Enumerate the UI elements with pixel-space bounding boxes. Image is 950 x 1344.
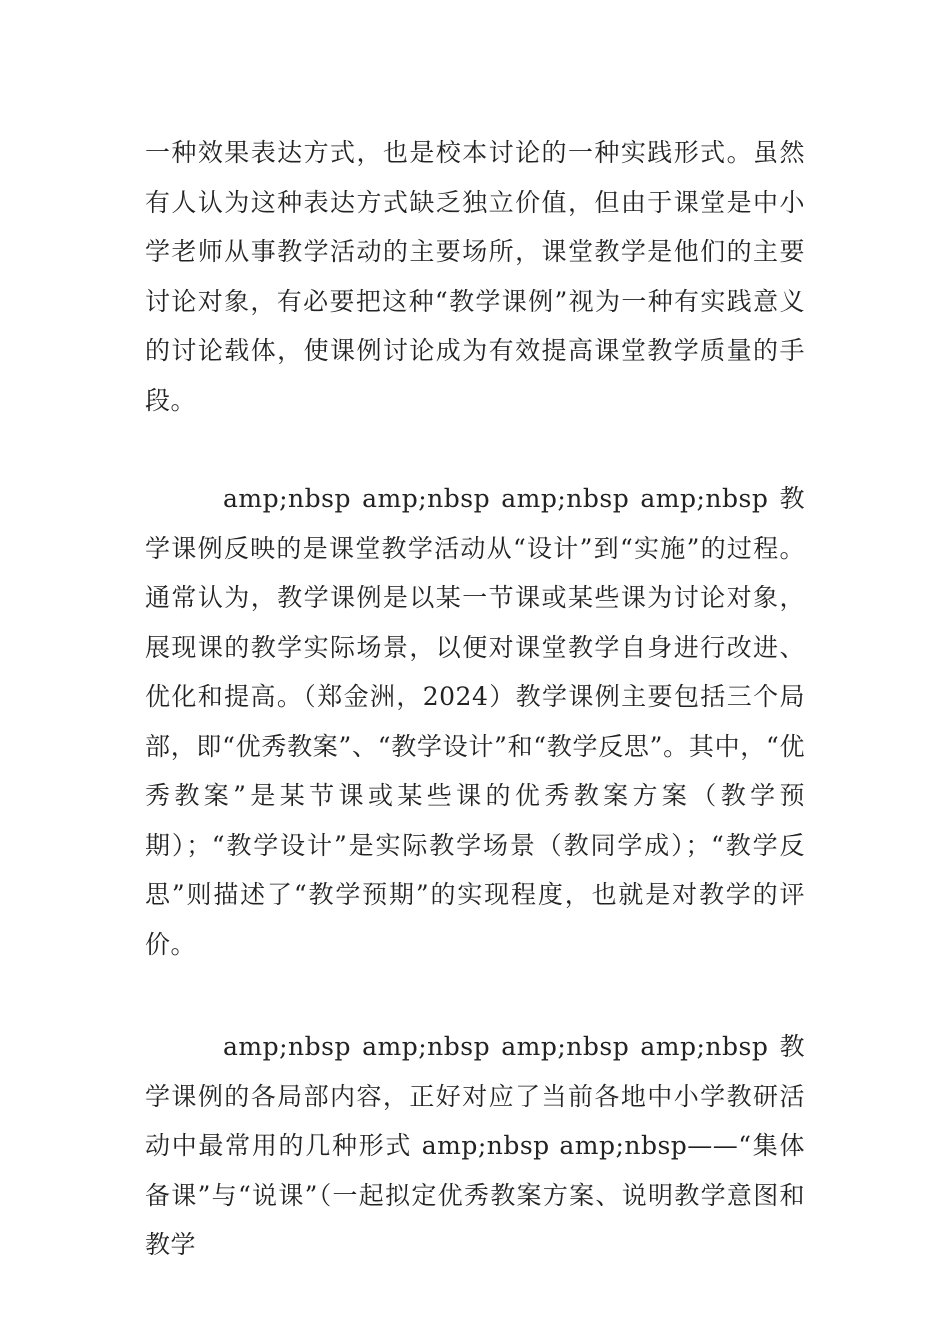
paragraph-3: amp;nbsp amp;nbsp amp;nbsp amp;nbsp 教学课例的各局部内容，正好对应了当前各地中小学教研活动中最常用的几种形式 amp;nbsp amp;nbsp——“集体备课”与“说课”（一起拟定优秀教案方案、说明教学意图和教学 — [145, 1032, 805, 1259]
paragraph-2: amp;nbsp amp;nbsp amp;nbsp amp;nbsp 教学课例反映的是课堂教学活动从“设计”到“实施”的过程。通常认为，教学课例是以某一节课或某些课为讨论对象，展现课的教学实际场景，以便对课堂教学自身进行改进、优化和提高。（郑金洲，2024）教学课例主要包括三个局部，即“优秀教案”、“教学设计”和“教学反思”。其中，“优秀教案”是某节课或某些课的优秀教案方案（教学预期）；“教学设计”是实际教学场景（教同学成）；“教学反思”则描述了“教学预期”的实现程度，也就是对教学的评价。 — [145, 484, 805, 959]
paragraph-1: 一种效果表达方式，也是校本讨论的一种实践形式。虽然有人认为这种表达方式缺乏独立价值，但由于课堂是中小学老师从事教学活动的主要场所，课堂教学是他们的主要讨论对象，有必要把这种“教学课例”视为一种有实践意义的讨论载体，使课例讨论成为有效提高课堂教学质量的手段。 — [145, 138, 805, 415]
